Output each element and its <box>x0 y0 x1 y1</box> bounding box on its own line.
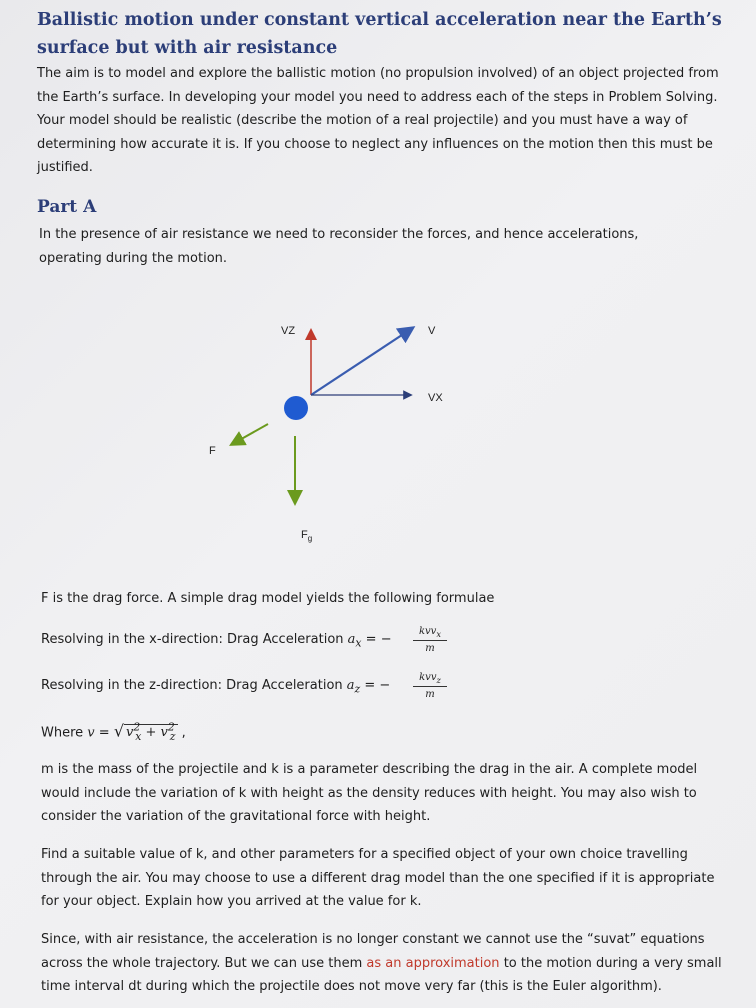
mass-paragraph: m is the mass of the projectile and k is a parameter describing the drag in the air. A complete model would include the variation of k with height as the density reduces with height. You may also wish to consider the variation of the gravitational force with height. <box>41 762 698 824</box>
page-title: Ballistic motion under constant vertical acceleration near the Earth’s surface but with air resistance <box>37 10 722 58</box>
velocity-arrow <box>311 331 408 395</box>
equation-z: Resolving in the z-direction: Drag Acceleration $a_z$ = − <box>41 678 391 696</box>
part-a-heading: Part A <box>37 197 97 217</box>
drag-intro: F is the drag force. A simple drag model yields the following formulae <box>41 591 495 606</box>
equation-z-fraction: kvv$_z$ m <box>413 672 447 700</box>
projectile-ball <box>284 396 308 420</box>
label-f: F <box>209 445 216 457</box>
part-a-text: In the presence of air resistance we need to reconsider the forces, and hence accelerations, operating during the motion. <box>39 227 639 266</box>
equation-x-fraction: kvv$_x$ m <box>413 626 447 654</box>
label-v: V <box>428 325 436 337</box>
highlight-approximation: as an approximation <box>366 955 500 971</box>
label-vz: VZ <box>281 325 296 337</box>
intro-paragraph: The aim is to model and explore the ballistic motion (no propulsion involved) of an object projected from the Earth’s surface. In developing your model you need to address each of the steps in Problem Solving. Your model should be realistic (describe the motion of a real projectile) and you must have a way of determining how accurate it is. If you choose to neglect any influences on the motion then this must be justified. <box>37 66 719 175</box>
label-vx: VX <box>428 392 443 404</box>
find-k-paragraph: Find a suitable value of k, and other parameters for a specified object of your own choice travelling through the air. You may choose to use a different drag model than the one specified if it is appropriate for your object. Explain how you arrived at the value for k. <box>41 847 715 909</box>
equation-x: Resolving in the x-direction: Drag Acceleration $a_x$ = − <box>41 632 392 650</box>
euler-paragraph: Since, with air resistance, the acceleration is no longer constant we cannot use the “suvat” equations across the whole trajectory. But we can use them as an approximation to the motion during a very small time interval dt during which the projectile does not move very far (this is the Euler algorithm). <box>41 932 722 994</box>
drag-force-arrow <box>236 424 268 442</box>
label-fg: $F_g$ <box>301 529 313 543</box>
where-equation: Where v = √ $v^2_x + v^2_z$ , <box>41 721 186 743</box>
